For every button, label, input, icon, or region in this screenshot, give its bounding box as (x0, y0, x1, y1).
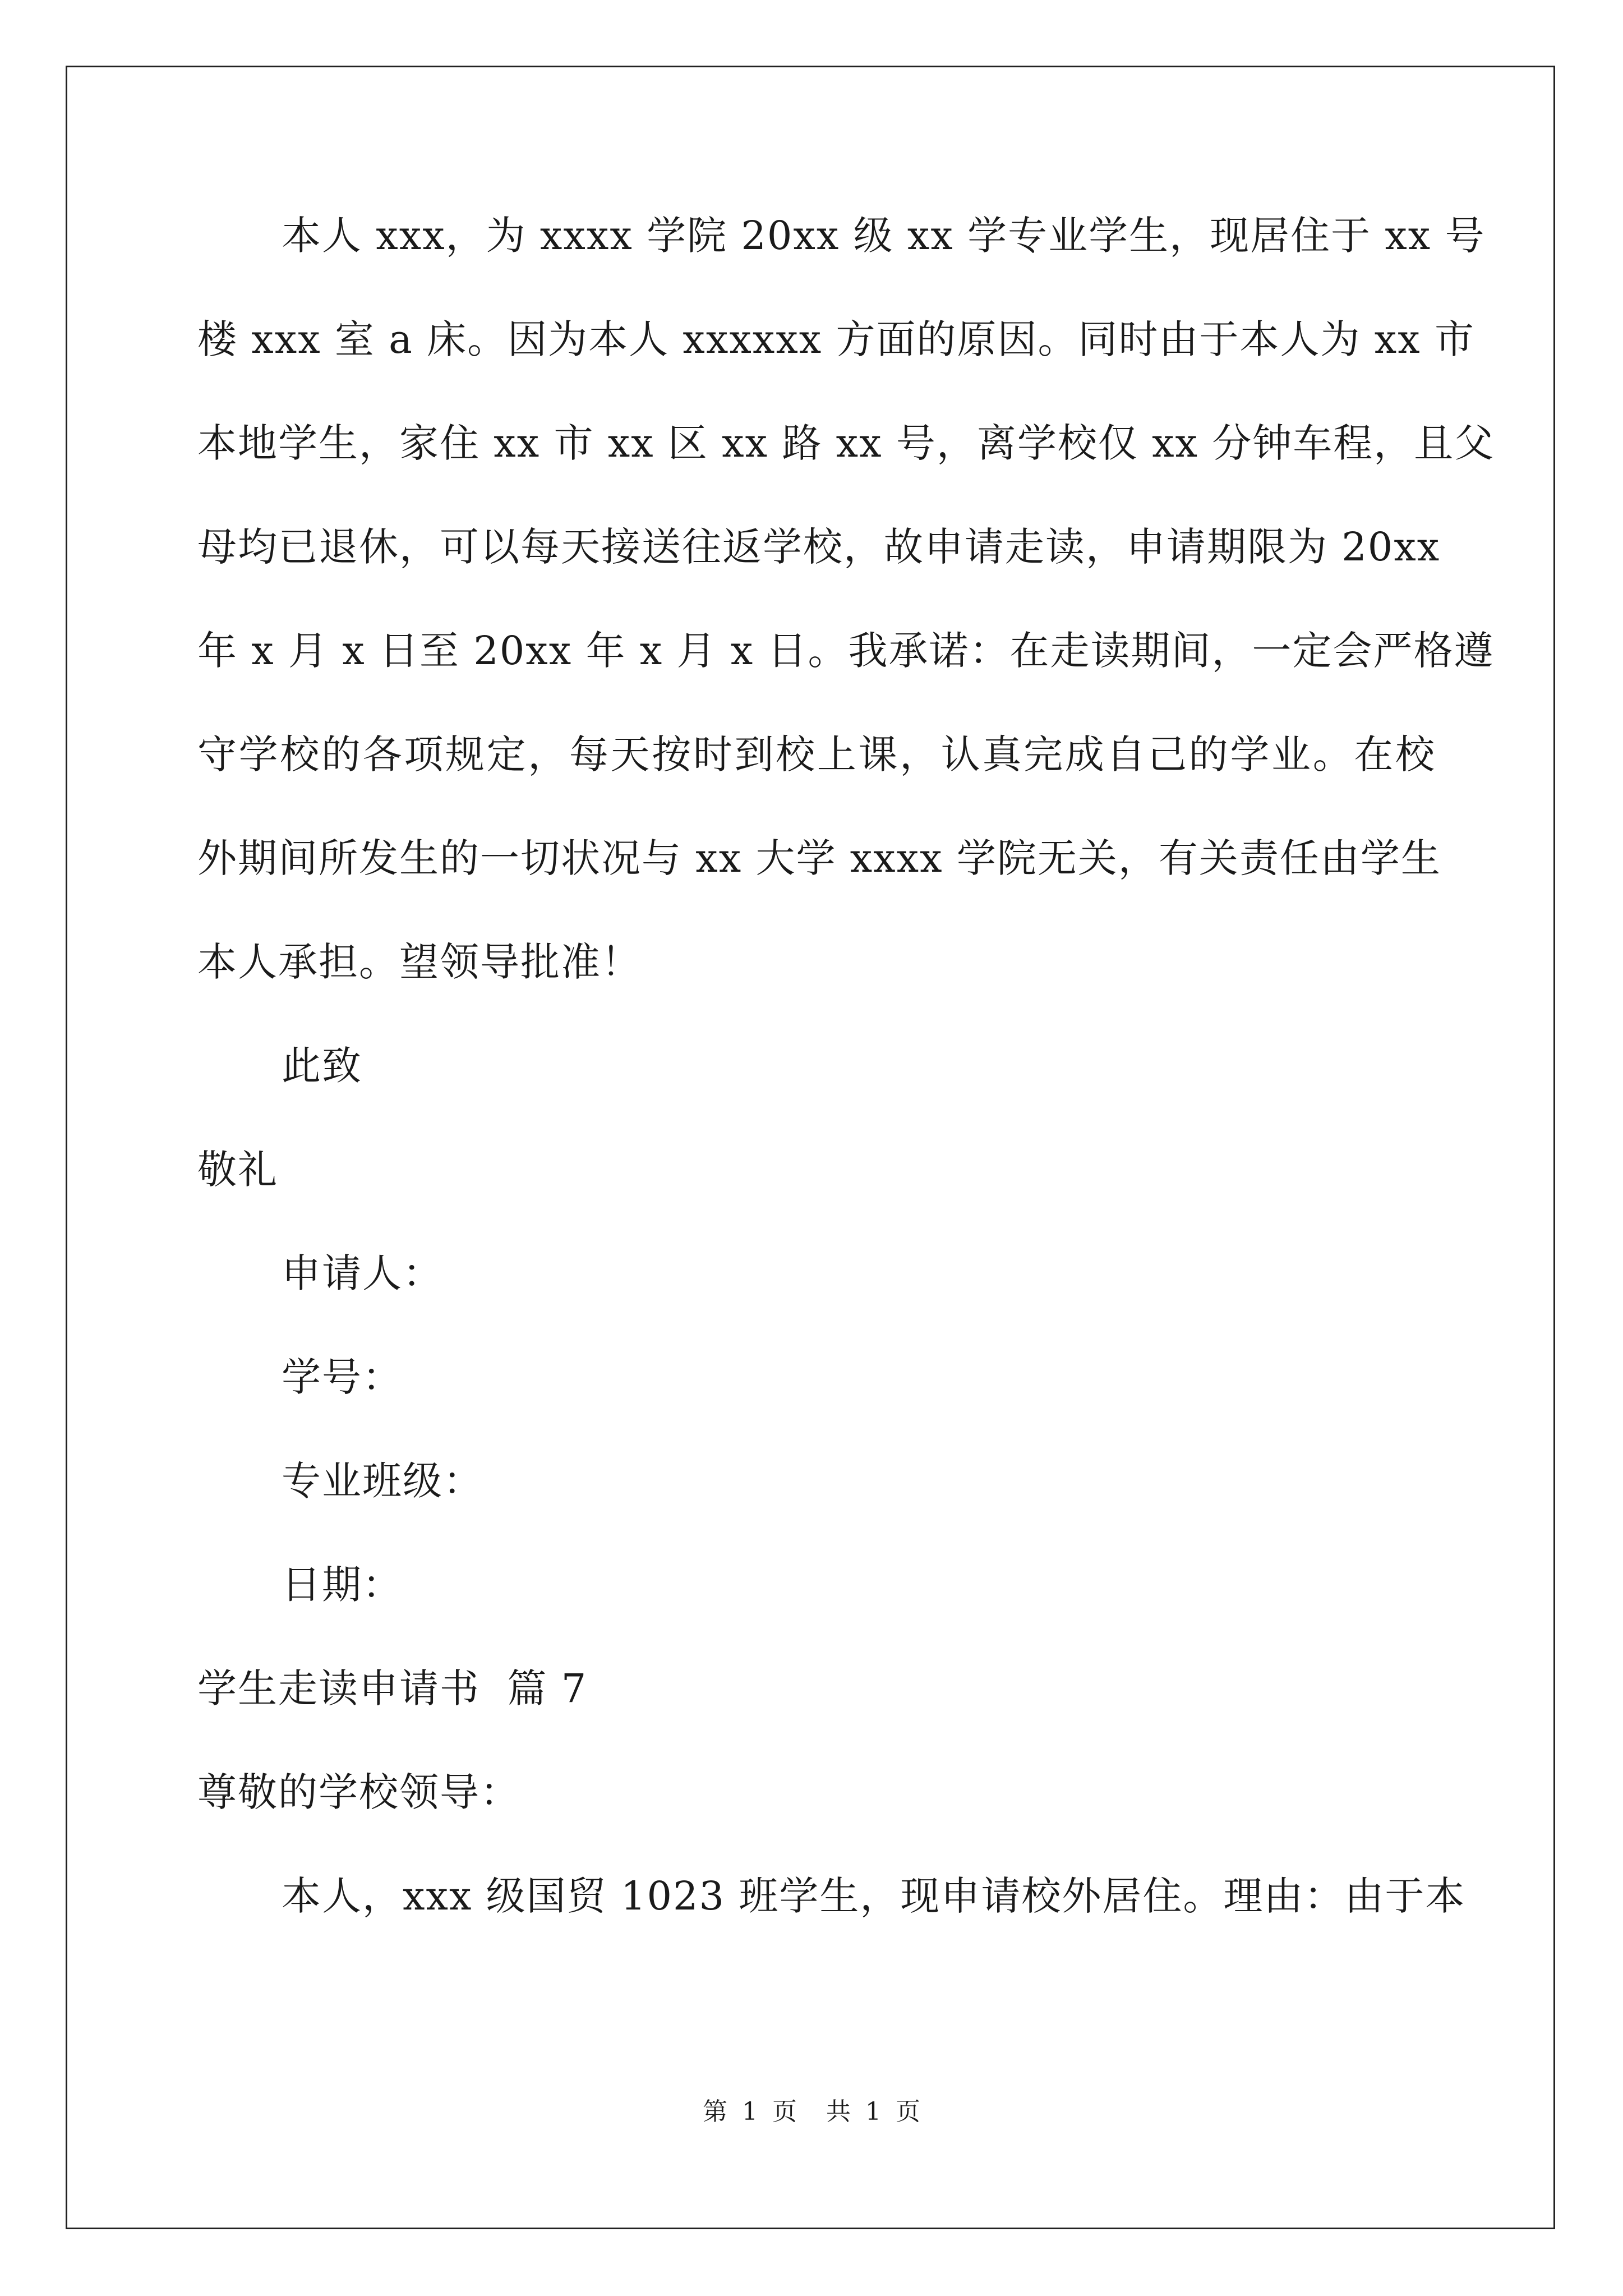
salute-text: 敬礼 (197, 1147, 278, 1193)
paragraph-line: 年 x 月 x 日至 20xx 年 x 月 x 日。我承诺：在走读期间，一定会严格遵 (197, 628, 1495, 674)
section-title: 学生走读申请书 篇 7 (197, 1665, 588, 1711)
closing-text: 此致 (282, 1043, 362, 1089)
applicant-label: 申请人： (282, 1250, 443, 1296)
paragraph-line: 本人 xxx，为 xxxx 学院 20xx 级 xx 学专业学生，现居住于 xx 号 (282, 213, 1486, 259)
student-id-label: 学号： (282, 1354, 403, 1400)
paragraph-line: 楼 xxx 室 a 床。因为本人 xxxxxx 方面的原因。同时由于本人为 xx 市 (197, 316, 1475, 362)
greeting: 尊敬的学校领导： (197, 1769, 520, 1815)
paragraph-line: 本地学生，家住 xx 市 xx 区 xx 路 xx 号，离学校仅 xx 分钟车程，且父 (197, 420, 1495, 466)
page-footer: 第 1 页 共 1 页 (703, 2097, 920, 2126)
paragraph-line: 本人，xxx 级国贸 1023 班学生，现申请校外居住。理由：由于本 (282, 1873, 1466, 1919)
class-label: 专业班级： (282, 1458, 483, 1504)
paragraph-line: 守学校的各项规定，每天按时到校上课，认真完成自己的学业。在校 (197, 731, 1436, 777)
paragraph-line: 母均已退休，可以每天接送往返学校，故申请走读，申请期限为 20xx (197, 524, 1441, 570)
date-label: 日期： (282, 1562, 403, 1608)
paragraph-line: 本人承担。望领导批准！ (197, 939, 642, 985)
paragraph-line: 外期间所发生的一切状况与 xx 大学 xxxx 学院无关，有关责任由学生 (197, 835, 1441, 881)
